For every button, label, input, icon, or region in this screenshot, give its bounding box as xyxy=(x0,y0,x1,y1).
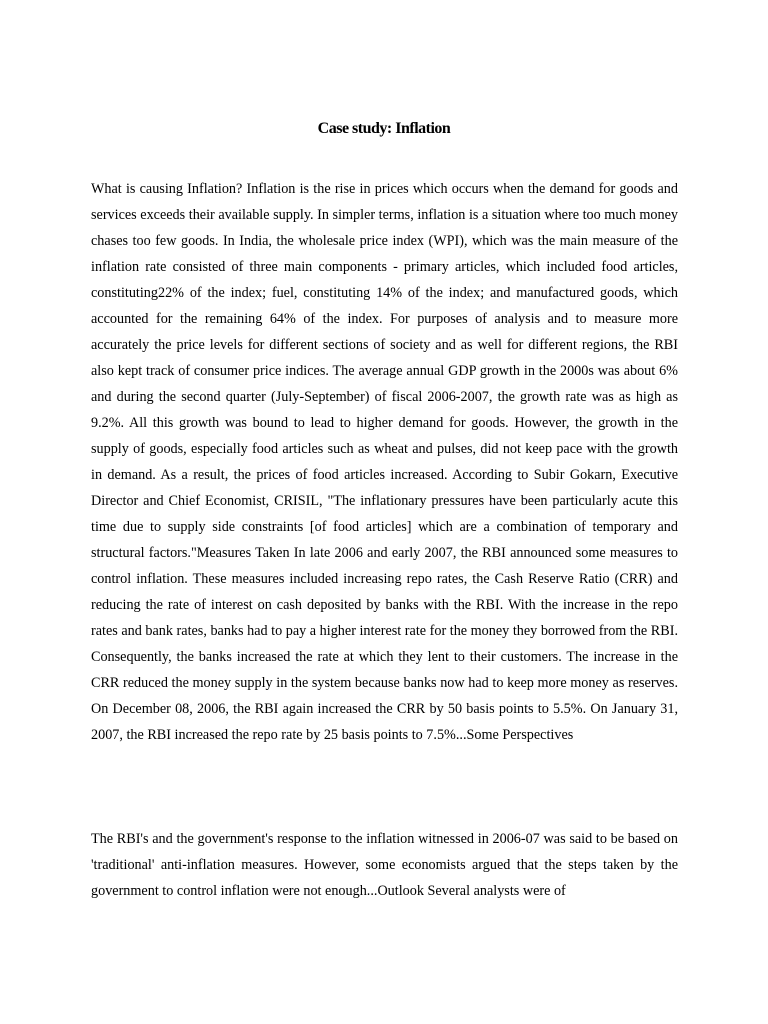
paragraph-rbi-response: The RBI's and the government's response to the inflation witnessed in 2006-07 was said to be based on 'traditional' anti-inflation measures. However, some economists argued that the steps taken by the government to control inflation were not enough...Outlook Several analysts were of xyxy=(91,831,678,899)
document-title: Case study: Inflation xyxy=(317,120,451,137)
paragraph-inflation-causes: What is causing Inflation? Inflation is the rise in prices which occurs when the demand for goods and services exceeds their available supply. In simpler terms, inflation is a situation where too much money chases too few goods. In India, the wholesale price index (WPI), which was the main measure of the inflation rate consisted of three main components - primary articles, which included food articles, constituting22% of the index; fuel, constituting 14% of the index; and manufactured goods, which accounted for the remaining 64% of the index. For purposes of analysis and to measure more accurately the price levels for different sections of society and as well for different regions, the RBI also kept track of consumer price indices. The average annual GDP growth in the 2000s was about 6% and during the second quarter (July-September) of fiscal 2006-2007, the growth rate was as high as 9.2%. All this growth was bound to lead to higher demand for goods. However, the growth in the supply of goods, especially food articles such as wheat and pulses, did not keep pace with the growth in demand. As a result, the prices of food articles increased. According to Subir Gokarn, Executive Director and Chief Economist, CRISIL, "The inflationary pressures have been particularly acute this time due to supply side constraints [of food articles] which are a combination of temporary and structural factors."Measures Taken In late 2006 and early 2007, the RBI announced some measures to control inflation. These measures included increasing repo rates, the Cash Reserve Ratio (CRR) and reducing the rate of interest on cash deposited by banks with the RBI. With the increase in the repo rates and bank rates, banks had to pay a higher interest rate for the money they borrowed from the RBI. Consequently, the banks increased the rate at which they lent to their customers. The increase in the CRR reduced the money supply in the system because banks now had to keep more money as reserves. On December 08, 2006, the RBI again increased the CRR by 50 basis points to 5.5%. On January 31, 2007, the RBI increased the repo rate by 25 basis points to 7.5%...Some Perspectives xyxy=(91,181,678,743)
